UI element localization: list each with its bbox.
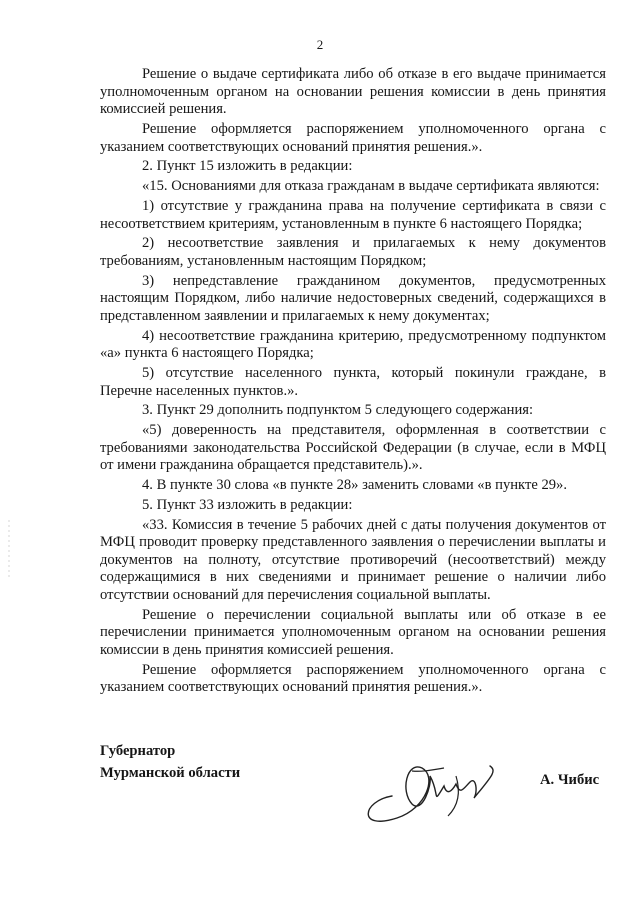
paragraph: «33. Комиссия в течение 5 рабочих дней с даты получения документов от МФЦ проводит проверку представленного заявления о перечислении выплаты и документов на полноту, отсутствие противоречий (несоответствий) между содержащимися в них сведениями и принимает решение о наличии либо отсутствии оснований для перечисления социальной выплаты. xyxy=(100,516,606,604)
paragraph: 5) отсутствие населенного пункта, который покинули граждане, в Перечне населенных пунктов.». xyxy=(100,365,606,399)
signatory-name: А. Чибис xyxy=(540,772,600,788)
page-number: 2 xyxy=(316,37,324,52)
paragraph: «15. Основаниями для отказа гражданам в выдаче сертификата являются: xyxy=(142,178,600,195)
scan-margin-mark xyxy=(4,520,14,580)
paragraph: Решение оформляется распоряжением уполномоченного органа с указанием соответствующих оснований принятия решения.». xyxy=(100,120,606,155)
signatory-title xyxy=(100,740,240,784)
paragraph: 3) непредставление гражданином документов, предусмотренных настоящим Порядком, либо наличие недостоверных сведений, содержащихся в представленном заявлении и прилагаемых к нему документах; xyxy=(100,272,606,324)
paragraph: Решение о перечислении социальной выплаты или об отказе в ее перечислении принимается уполномоченным органом на основании решения комиссии в день принятия комиссией решения. xyxy=(100,606,606,659)
paragraph: 1) отсутствие у гражданина права на получение сертификата в связи с несоответствием критериям, установленным в пункте 6 настоящего Порядка; xyxy=(100,197,606,232)
paragraph: 2. Пункт 15 изложить в редакции: xyxy=(142,158,353,175)
paragraph: 4) несоответствие гражданина критерию, предусмотренному подпунктом «а» пункта 6 настоящего Порядка; xyxy=(100,327,606,362)
paragraph: 5. Пункт 33 изложить в редакции: xyxy=(142,496,353,513)
paragraph: 3. Пункт 29 дополнить подпунктом 5 следующего содержания: xyxy=(142,402,534,419)
document-body xyxy=(100,66,606,699)
signatory-title-line-2: Мурманской области xyxy=(100,765,241,781)
paragraph: Решение оформляется распоряжением уполномоченного органа с указанием соответствующих оснований принятия решения.». xyxy=(100,661,606,696)
paragraph: 4. В пункте 30 слова «в пункте 28» заменить словами «в пункте 29». xyxy=(142,477,567,494)
paragraph: Решение о выдаче сертификата либо об отказе в его выдаче принимается уполномоченным органом на основании решения комиссии в день принятия комиссией решения. xyxy=(100,66,606,118)
paragraph: «5) доверенность на представителя, оформленная в соответствии с требованиями законодательства Российской Федерации (в случае, если в МФЦ от имени гражданина обращается представитель).». xyxy=(100,422,606,474)
signatory-title-line-1: Губернатор xyxy=(100,743,176,759)
paragraph: 2) несоответствие заявления и прилагаемых к нему документов требованиям, установленным настоящим Порядком; xyxy=(100,235,606,269)
handwritten-signature xyxy=(352,746,502,836)
